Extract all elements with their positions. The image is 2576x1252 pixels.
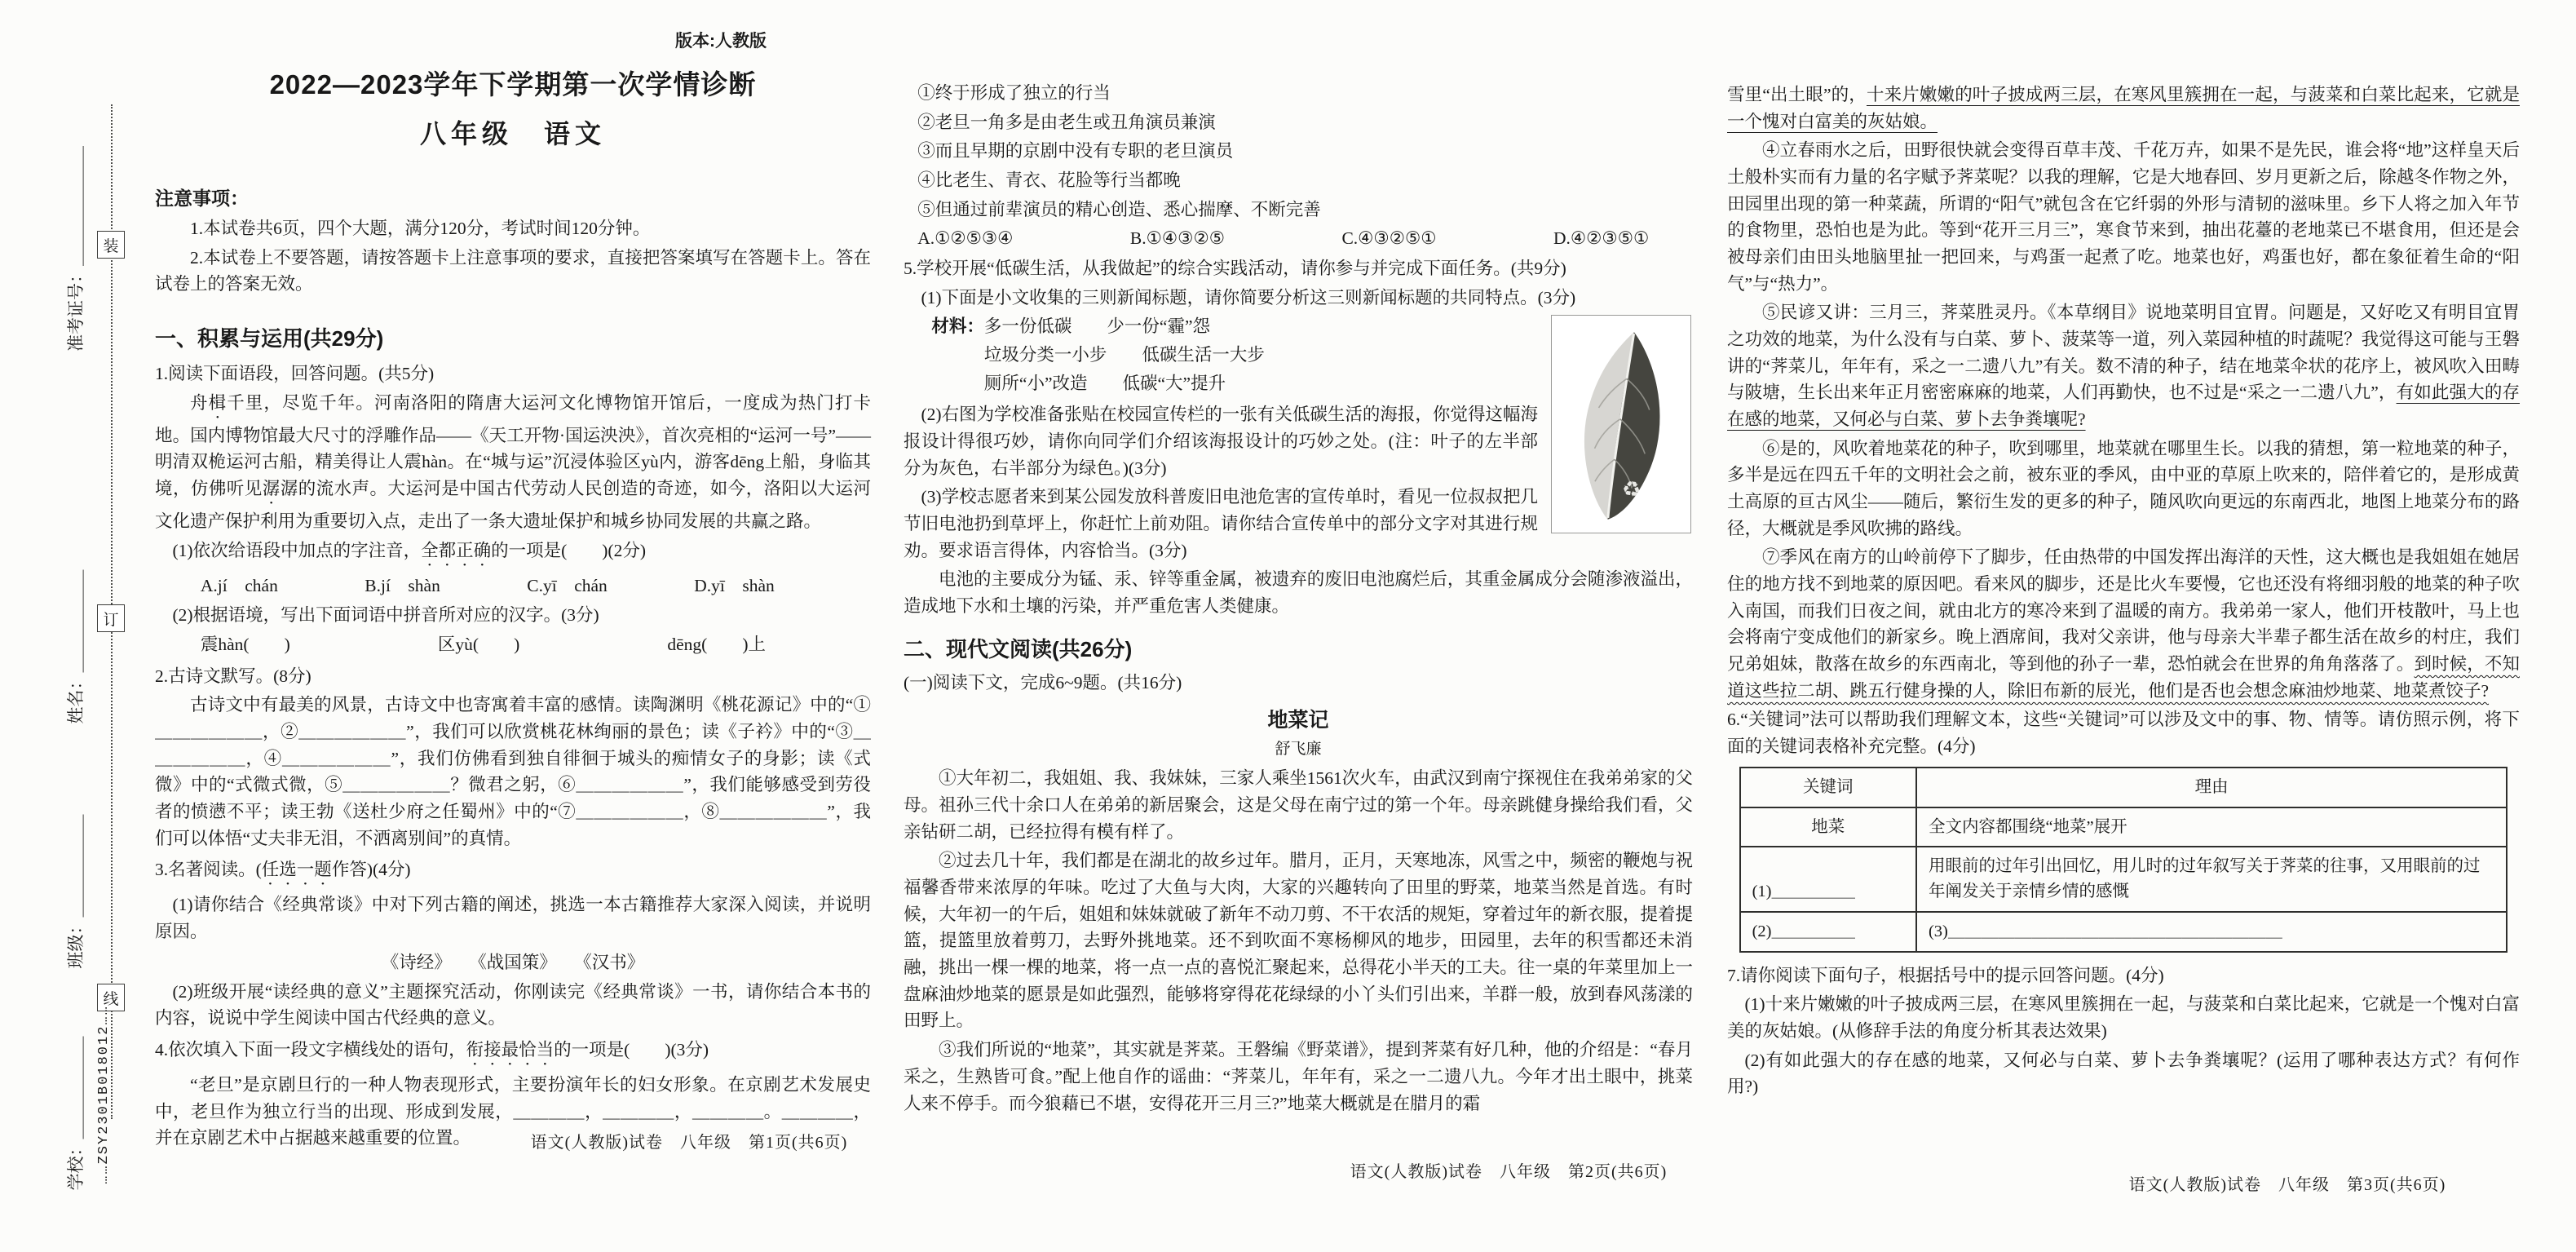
table-row	[1740, 847, 2508, 912]
underlined-sentence: 有如此强大的存在感的地菜，又何必与白菜、萝卜去争粪壤呢?	[1727, 383, 2520, 430]
q4-sentence-2: ②老旦一角多是由老生或丑角演员兼演	[917, 112, 1216, 132]
emphasized-text: 衔接最恰当	[466, 1040, 555, 1060]
field-class: 班级：＿＿＿＿＿＿	[66, 814, 86, 969]
question-7-sub-1: (1)十来片嫩嫩的叶子披成两三层，在寒风里簇拥在一起，与菠菜和白菜比起来，它就是一个愧对白富美的灰姑娘。(从修辞手法的角度分析其表达效果)	[1727, 994, 2520, 1041]
question-3-stem	[155, 856, 871, 889]
field-school: 学校：＿＿＿＿＿＿	[66, 1036, 86, 1191]
essay-text: ⑤民谚又讲：三月三，荠菜胜灵丹。《本草纲目》说地菜明目宜胃。问题是，又好吃又有明目宜胃之功效的地菜，为什么没有与白菜、萝卜、菠菜等一道，列入菜园种植的时蔬呢？我觉得这可能与王磐讲的“荠菜儿，年年有，采之一二遗八九”有关。数不清的种子，结在地菜伞状的花序上，被风吹入田畴与陂塘，生长出来年正月密密麻麻的地菜，人们再勤快，也不过是“采之一二遗八九”，	[1727, 303, 2520, 403]
page-3-column	[1727, 82, 2520, 1103]
emphasized-char: 潺	[262, 479, 281, 499]
option-b: B.jí shàn	[365, 575, 440, 595]
table-header-keyword: 关键词	[1740, 768, 1916, 807]
passage-text: 舟	[190, 392, 209, 413]
stem-text: 作答)(4分)	[331, 860, 411, 880]
table-cell-keyword: 地菜	[1740, 807, 1916, 847]
leaf-poster	[1551, 315, 1691, 533]
binding-mark-zhuang	[97, 231, 125, 259]
question-2-text: 古诗文中有最美的风景，古诗文中也寄寓着丰富的感情。读陶渊明《桃花源记》中的“①＿＿＿＿＿＿，②＿＿＿＿＿＿”，我们可以欣赏桃花林绚丽的景色；读《子衿》中的“③＿＿＿＿＿＿，④＿＿＿＿＿＿”，我们仿佛看到独自徘徊于城头的痴情女子的身影；读《式微》中的“式微式微，⑤＿＿＿＿＿＿？微君之躬，⑥＿＿＿＿＿＿”，我们能够感受到劳役者的愤懑不平；读王勃《送杜少府之任蜀州》中的“⑦＿＿＿＿＿＿，⑧＿＿＿＿＿＿”，我们可以体悟“丈夫非无泪，不洒离别间”的真情。	[155, 695, 871, 848]
hanzi-blank: 区yù( )	[437, 635, 520, 655]
option-d: D.④②③⑤①	[1553, 228, 1650, 249]
table-cell-keyword-blank: (2)＿＿＿＿＿	[1740, 912, 1916, 952]
binding-mark-label: 订	[103, 611, 119, 629]
stem-text: 4.依次填入下面一段文字横线处的语句，	[155, 1040, 466, 1060]
stem-text: 的一项是( )(3分)	[554, 1040, 709, 1060]
question-3-sub-1: (1)请你结合《经典常谈》中对下列古籍的阐述，挑选一本古籍推荐大家深入阅读，并说明原因。	[155, 895, 871, 942]
essay-paragraph-6: ⑥是的，风吹着地菜花的种子，吹到哪里，地菜就在哪里生长。以我的猜想，第一粒地菜的种子，多半是远在四五千年的文明社会之前，被东亚的季风，由中亚的草原上吹来的，陪伴着它的，是形成黄土高原的亘古风尘——随后，繁衍生发的更多的种子，随风吹向更远的东南西北，地图上地菜分布的路径，大概就是季风吹拂的路线。	[1727, 438, 2520, 538]
essay-text: 雪里“出土眼”的，	[1727, 85, 1867, 104]
page-3-footer: 语文(人教版)试卷 八年级 第3页(共6页)	[2128, 1176, 2446, 1194]
binding-mark-label: 线	[103, 990, 119, 1008]
option-b: B.①④③②⑤	[1129, 228, 1225, 249]
question-5-sub-2: (2)右图为学校准备张贴在校园宣传栏的一张有关低碳生活的海报，你觉得这幅海报设计得很巧妙，请你向同学们介绍该海报设计的巧妙之处。(注：叶子的左半部分为灰色，右半部分为绿色。)(3分)	[904, 405, 1538, 478]
binding-mark-ding	[97, 604, 125, 632]
page-2-footer: 语文(人教版)试卷 八年级 第2页(共6页)	[1350, 1163, 1668, 1181]
page-1-column	[155, 28, 871, 1154]
emphasized-text: 任选一题	[261, 860, 332, 880]
question-1-options	[155, 573, 871, 599]
passage-text: 千里，尽览千年。河南洛阳的隋唐大运河文化博物馆开馆后，一度成为热门打卡地。国内博物馆最大尺寸的浮雕作品——《天工开物·国运泱泱》，首次亮相的“运河一号”——明清双桅运河古船，精美得让人震hàn。在“城与运”沉浸体验区yù内，游客dēng上船，身临其境，仿佛听见	[155, 392, 871, 499]
question-1-sub-1	[155, 538, 871, 570]
stem-text: (1)依次给语段中加点的字注音，	[172, 540, 422, 560]
page-2-column	[904, 80, 1693, 1119]
table-cell-reason: 全文内容都围绕“地菜”展开	[1916, 807, 2507, 847]
essay-paragraph-2: ②过去几十年，我们都是在湖北的故乡过年。腊月，正月，天寒地冻，风雪之中，频密的鞭炮与祝福馨香带来浓厚的年味。吃过了大鱼与大肉，大家的兴趣转向了田里的野菜，地菜当然是首选。有时候，大年初一的午后，姐姐和妹妹就破了新年不动刀剪、不干农活的规矩，穿着过年的新衣服，提着提篮，提篮里放着剪刀，去野外挑地菜。还不到吹面不寒杨柳风的地步，田园里，去年的积雪都还未消融，挑出一棵一棵的地菜，将一点一点的喜悦汇聚起来，总得花小半天的工夫。往一桌的年菜里加上一盘麻油炒地菜的愿景是如此强烈，能够将穿得花花绿绿的小丫头们引出来，羊群一般，放到春风荡漾的田野上。	[904, 851, 1693, 1031]
stem-text: 的一项是( )(2分)	[491, 540, 646, 560]
question-4-text: “老旦”是京剧旦行的一种人物表现形式，主要扮演年长的妇女形象。在京剧艺术发展史中，老旦作为独立行当的出现、形成到发展，＿＿＿＿，＿＿＿＿，＿＿＿＿。＿＿＿＿，并在京剧艺术中占据越来越重要的位置。	[155, 1075, 871, 1148]
keyword-table	[1739, 767, 2508, 953]
section-2-heading: 二、现代文阅读(共26分)	[904, 636, 1133, 661]
paper-code: ……ZSY2301B018012……	[96, 1005, 112, 1184]
hanzi-blank: 震hàn( )	[200, 635, 290, 655]
question-1-passage	[155, 390, 871, 535]
option-a: A.①②⑤③④	[917, 228, 1014, 249]
exam-subtitle: 八年级 语文	[419, 119, 606, 148]
hanzi-blank: dēng( )上	[667, 635, 766, 655]
essay-paragraph-7	[1727, 544, 2520, 704]
question-5-sub-1: (1)下面是小文收集的三则新闻标题，请你简要分析这三则新闻标题的共同特点。(3分)	[921, 287, 1576, 307]
table-cell-keyword-blank: (1)＿＿＿＿＿	[1740, 847, 1916, 912]
table-cell-reason: 用眼前的过年引出回忆，用儿时的过年叙写关于荠菜的往事，又用眼前的过年阐发关于亲情乡情的感慨	[1916, 847, 2507, 912]
section-1-heading: 一、积累与运用(共29分)	[155, 326, 384, 352]
question-1-sub-2: (2)根据语境，写出下面词语中拼音所对应的汉字。(3分)	[172, 605, 599, 626]
wavy-underlined-sentence: 到时候，不知道这些拉二胡、跳五行健身操的人，除旧布新的辰光，他们是否也会想念麻油炒地菜、地菜煮饺子?	[1727, 654, 2520, 701]
essay-author: 舒飞廉	[1275, 741, 1322, 759]
question-1-hanzi-blanks	[155, 631, 871, 658]
question-5-stem: 5.学校开展“低碳生活，从我做起”的综合实践活动，请你参与并完成下面任务。(共9分)	[904, 259, 1566, 279]
essay-title: 地菜记	[1267, 709, 1329, 732]
essay-text: ⑦季风在南方的山岭前停下了脚步，任由热带的中国发挥出海洋的天性，这大概也是我姐姐在她居住的地方找不到地菜的原因吧。看来风的脚步，还是比火车要慢，它也还没有将细羽般的地菜的种子吹入南国，而我们日夜之间，就由北方的寒冷来到了温暖的南方。我弟弟一家人，他们开枝散叶，马上也会将南宁变成他们的新家乡。晚上酒席间，我对父亲讲，他与母亲大半辈子都生活在故乡的村庄，我们兄弟姐妹，散落在故乡的东西南北，等到他的孙子一辈，恐怕就会在世界的角角落落了。	[1727, 547, 2520, 675]
question-3-sub-2: (2)班级开展“读经典的意义”主题探究活动，你刚读完《经典常谈》一书，请你结合本书的内容，说说中学生阅读中国古代经典的意义。	[155, 981, 871, 1029]
table-row	[1740, 912, 2508, 952]
q4-sentence-3: ③而且早期的京剧中没有专职的老旦演员	[917, 141, 1234, 161]
question-7-stem: 7.请你阅读下面句子，根据括号中的提示回答问题。(4分)	[1727, 965, 2164, 985]
question-4-stem	[155, 1037, 871, 1069]
binding-margin	[0, 0, 151, 1242]
option-c: C.yī chán	[527, 575, 608, 595]
q4-sentence-1: ①终于形成了独立的行当	[917, 83, 1111, 103]
notice-item-2: 2.本试卷上不要答题，请按答题卡上注意事项的要求，直接把答案填写在答题卡上。答在试卷上的答案无效。	[155, 247, 871, 294]
recycle-icon: ♻	[1620, 476, 1643, 503]
materials-label: 材料：	[931, 316, 984, 337]
notes-heading: 注意事项：	[155, 188, 249, 209]
material-headline-1: 多一份低碳 少一份“霾”怨	[983, 316, 1210, 337]
table-header-row	[1740, 768, 2508, 807]
question-4-options	[904, 225, 1693, 252]
option-a: A.jí chán	[200, 575, 278, 595]
table-cell-reason-blank: (3)＿＿＿＿＿＿＿＿＿＿＿＿＿＿＿＿＿＿＿＿	[1916, 912, 2507, 952]
emphasized-text: 全都正确	[421, 540, 492, 560]
table-header-reason: 理由	[1916, 768, 2507, 807]
notice-item-1: 1.本试卷共6页，四个大题，满分120分，考试时间120分钟。	[190, 219, 651, 238]
binding-mark-label: 装	[103, 237, 119, 255]
essay-paragraph-3-continued	[1727, 82, 2520, 135]
option-d: D.yī shàn	[694, 575, 775, 595]
page-1-footer: 语文(人教版)试卷 八年级 第1页(共6页)	[530, 1134, 848, 1152]
part-1-instruction: (一)阅读下文，完成6~9题。(共16分)	[904, 672, 1182, 692]
underlined-sentence: 十来片嫩嫩的叶子披成两三层，在寒风里簇拥在一起，与菠菜和白菜比起来，它就是一个愧对白富美的灰姑娘。	[1727, 85, 2520, 131]
question-6-stem: 6.“关键词”法可以帮助我们理解文本，这些“关键词”可以涉及文中的事、物、情等。请仿照示例，将下面的关键词表格补充完整。(4分)	[1727, 710, 2520, 757]
option-c: C.④③②⑤①	[1341, 228, 1437, 249]
material-headline-2: 垃圾分类一小步 低碳生活一大步	[983, 345, 1265, 365]
leaf-icon	[1556, 321, 1686, 527]
essay-paragraph-1: ①大年初二，我姐姐、我、我妹妹，三家人乘坐1561次火车，由武汉到南宁探视住在我弟弟家的父母。祖孙三代十余口人在弟弟的新居聚会，这是父母在南宁过的第一个年。母亲跳健身操给我们看，父亲钻研二胡，已经拉得有模有样了。	[904, 768, 1693, 842]
essay-paragraph-3: ③我们所说的“地菜”，其实就是荠菜。王磐编《野菜谱》，提到荠菜有好几种，他的介绍是：“春月采之，生熟皆可食。”配上他自作的谣曲：“荠菜儿，年年有，采之一二遗八九。今年才出土眼中，挑菜人来不停手。而今狼藉已不堪，安得花开三月三?”地菜大概就是在腊月的霜	[904, 1040, 1693, 1113]
table-row	[1740, 807, 2508, 847]
field-student-name: 姓名：＿＿＿＿＿＿	[66, 569, 86, 724]
edition-label: 版本:人教版	[675, 32, 767, 51]
stem-text: 3.名著阅读。(	[155, 860, 262, 880]
question-5-sub-3: (3)学校志愿者来到某公园发放科普废旧电池危害的宣传单时，看见一位叔叔把几节旧电池扔到草坪上，你赶忙上前劝阻。请你结合宣传单中的部分文字对其进行规劝。要求语言得体，内容恰当。(3分)	[904, 487, 1538, 560]
essay-paragraph-5	[1727, 299, 2520, 432]
essay-paragraph-4: ④立春雨水之后，田野很快就会变得百草丰茂、千花万卉，如果不是先民，谁会将“地”这样皇天后土般朴实而有力量的名字赋予荠菜呢？以我的理解，它是大地春回、岁月更新之后，除越冬作物之外，田园里出现的第一种菜蔬，所谓的“阳气”就包含在它纤弱的外形与清韧的滋味里。乡下人将之加入年节的食物里，恐怕也是为此。等到“花开三月三”，寒食节来到，抽出花薹的老地菜已不堪食用，但还是会被母亲们由田头地脑里扯一把回来，与鸡蛋一起煮了吃。地菜也好，鸡蛋也好，都在象征着生命的“阳气”与“热力”。	[1727, 140, 2520, 294]
passage-text: 潺的流水声。大运河是中国古代劳动人民创造的奇迹，如今，洛阳以大运河文化遗产保护利用为重要切入点，走出了一条大遗址保护和城乡协同发展的共赢之路。	[155, 479, 871, 532]
q4-sentence-4: ④比老生、青衣、花脸等行当都晚	[917, 170, 1181, 191]
question-1-stem: 1.阅读下面语段，回答问题。(共5分)	[155, 364, 435, 384]
emphasized-char: 楫	[208, 392, 228, 413]
question-2-stem: 2.古诗文默写。(8分)	[155, 666, 312, 686]
question-5-leaflet-note: 电池的主要成分为锰、汞、锌等重金属，被遗弃的废旧电池腐烂后，其重金属成分会随渗液溢出，造成地下水和土壤的污染，并严重危害人类健康。	[904, 569, 1693, 617]
q4-sentence-5: ⑤但通过前辈演员的精心创造、悉心揣摩、不断完善	[917, 199, 1321, 219]
question-5-materials	[904, 313, 1538, 398]
materials-lines	[984, 313, 1265, 398]
material-headline-3: 厕所“小”改造 低碳“大”提升	[983, 373, 1226, 393]
question-3-book-list: 《诗经》 《战国策》 《汉书》	[381, 952, 645, 972]
exam-title: 2022—2023学年下学期第一次学情诊断	[269, 69, 757, 100]
question-7-sub-2: (2)有如此强大的存在感的地菜，又何必与白菜、萝卜去争粪壤呢？(运用了哪种表达方式？有何作用?)	[1727, 1050, 2520, 1097]
field-admission-number: 准考证号：＿＿＿＿＿＿＿	[66, 146, 86, 352]
